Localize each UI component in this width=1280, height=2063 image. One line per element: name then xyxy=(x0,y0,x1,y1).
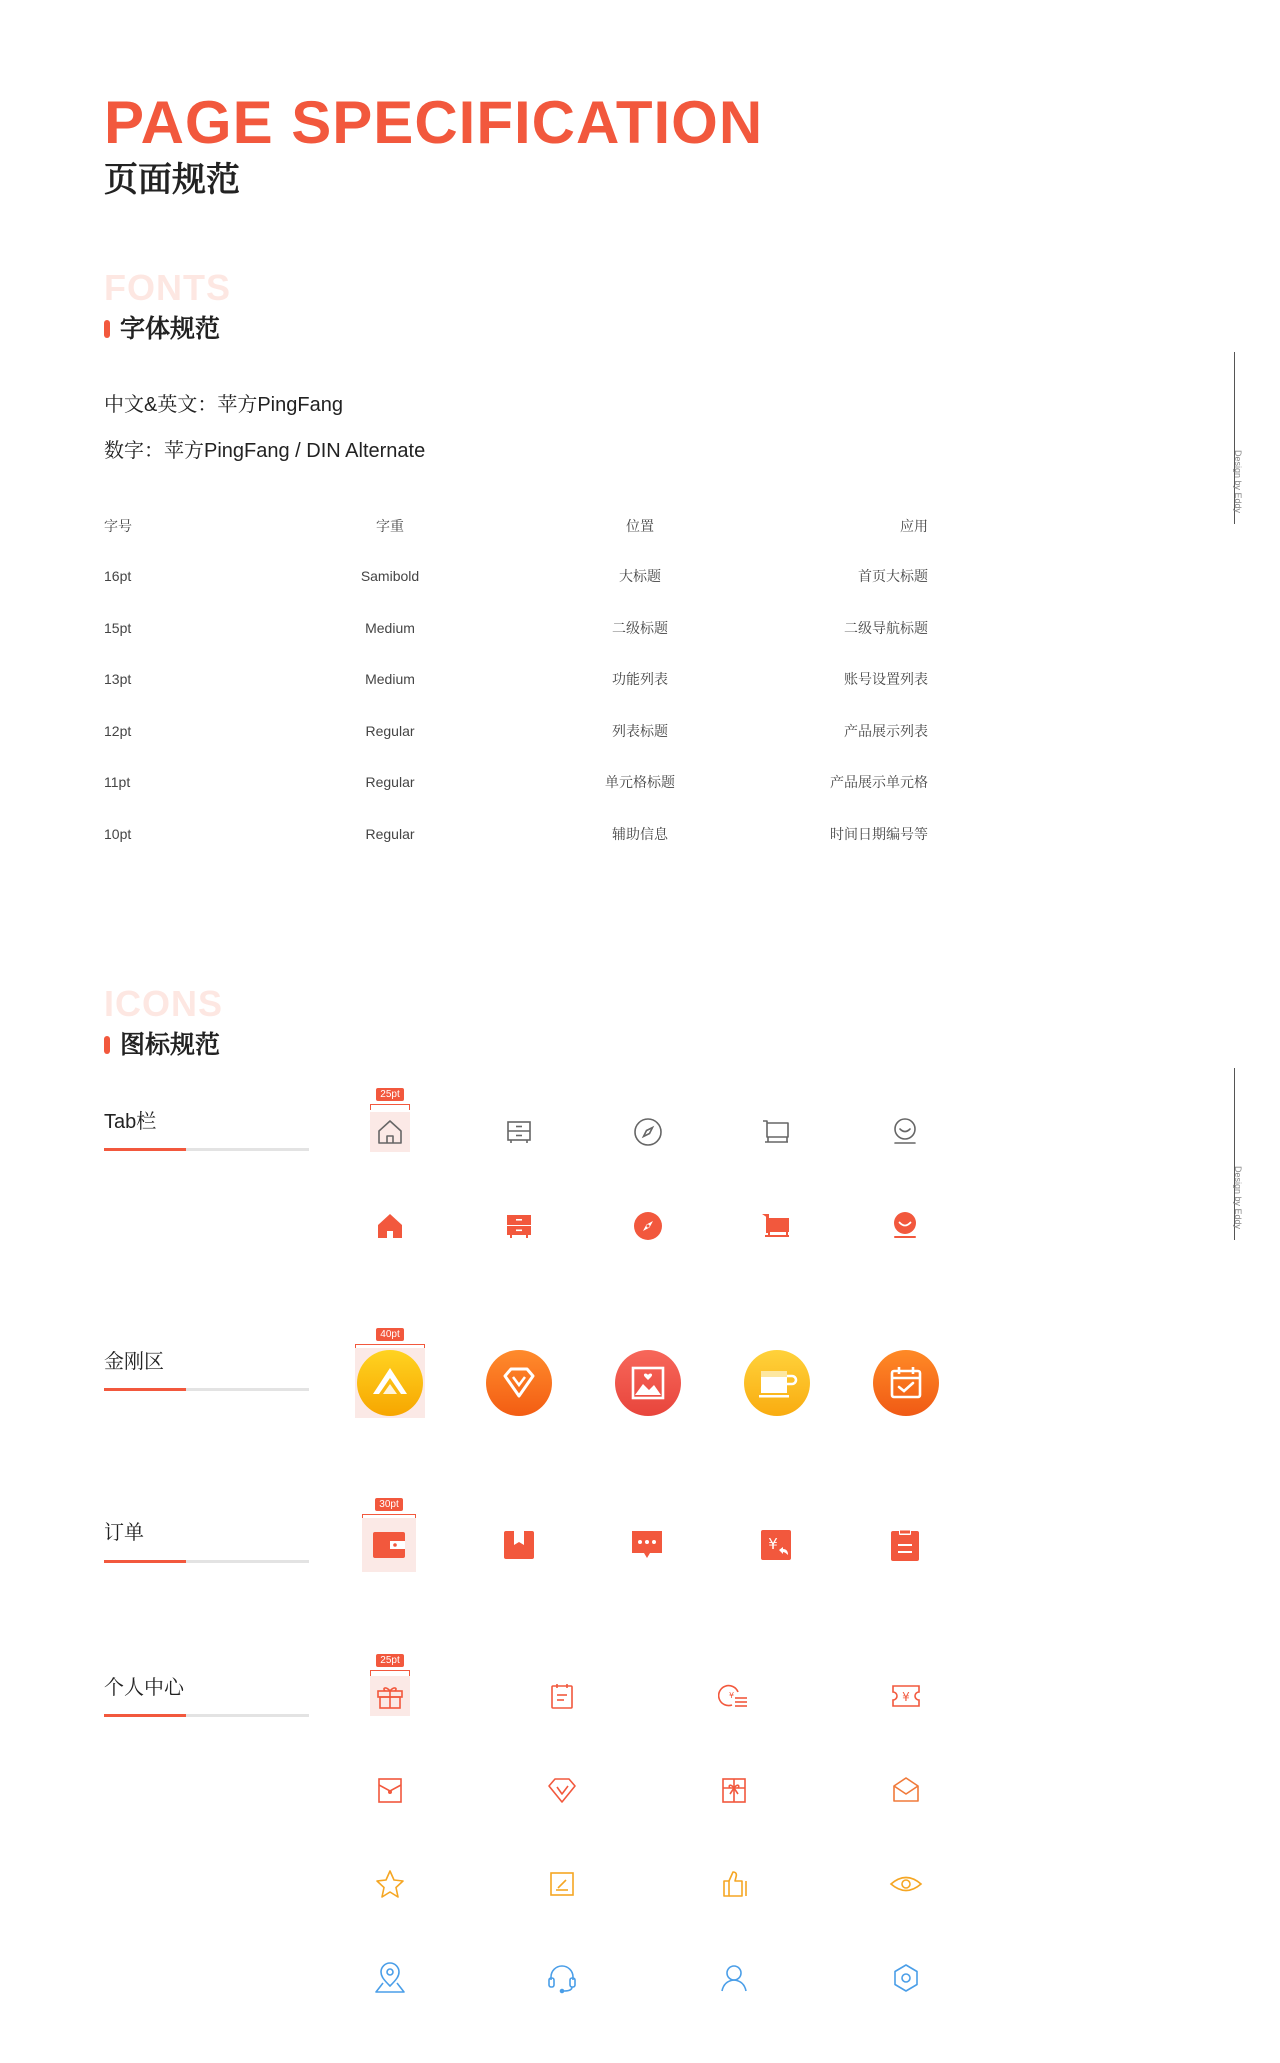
diamond-icon[interactable] xyxy=(484,1348,554,1418)
cabinet-filled-icon xyxy=(489,1196,549,1256)
font-usage-cell: 时间日期编号等 xyxy=(830,825,928,842)
home-icon xyxy=(360,1102,420,1162)
cart-icon xyxy=(746,1102,806,1162)
icons-bg-label: ICONS xyxy=(104,983,224,1024)
compass-filled-icon xyxy=(618,1196,678,1256)
font-weight-cell: Regular xyxy=(365,722,415,739)
image-icon[interactable] xyxy=(613,1348,683,1418)
font-weight-cell: Regular xyxy=(365,774,415,790)
category-label-kingkong: 金刚区 xyxy=(104,1351,164,1373)
coffee-icon[interactable] xyxy=(742,1348,812,1418)
page-title-cn: 页面规范 xyxy=(104,161,240,199)
page-title-en: PAGE SPECIFICATION xyxy=(104,89,764,156)
category-underline xyxy=(104,1560,309,1563)
font-usage-cell: 账号设置列表 xyxy=(844,671,928,687)
mountain-icon[interactable] xyxy=(355,1348,425,1418)
font-position-cell: 列表标题 xyxy=(612,722,668,739)
table-header-usage: 应用 xyxy=(900,518,928,534)
thumbs-up-icon xyxy=(704,1854,764,1914)
edit-icon xyxy=(532,1854,592,1914)
side-credit-2: Design by Eddy xyxy=(1233,1166,1243,1230)
eye-icon xyxy=(876,1854,936,1914)
font-position-cell: 大标题 xyxy=(619,568,661,584)
font-size-cell: 16pt xyxy=(104,568,132,584)
profile-icon xyxy=(875,1102,935,1162)
svg-text:¥: ¥ xyxy=(902,1690,910,1704)
font-size-cell: 11pt xyxy=(104,774,131,790)
star-icon xyxy=(360,1854,420,1914)
diamond-outline-icon xyxy=(532,1760,592,1820)
font-weight-cell: Medium xyxy=(365,619,415,636)
yuan-ticket-icon xyxy=(876,1666,936,1726)
message-icon xyxy=(617,1515,677,1575)
svg-text:¥: ¥ xyxy=(729,1691,735,1700)
font-position-cell: 单元格标题 xyxy=(605,774,675,790)
size-badge-order: 30pt xyxy=(362,1494,416,1520)
font-usage-cell: 产品展示单元格 xyxy=(830,774,928,790)
font-position-cell: 辅助信息 xyxy=(612,825,668,842)
font-size-cell: 10pt xyxy=(104,825,132,842)
font-weight-cell: Medium xyxy=(365,671,415,687)
mail-icon xyxy=(876,1760,936,1820)
headset-icon xyxy=(532,1948,592,2008)
fonts-heading: 字体规范 xyxy=(104,314,220,344)
font-size-cell: 13pt xyxy=(104,671,132,687)
yuan-refund-icon xyxy=(746,1515,806,1575)
category-label-personal: 个人中心 xyxy=(104,1677,184,1699)
cabinet-icon xyxy=(489,1102,549,1162)
svg-text:¥: ¥ xyxy=(768,1535,778,1553)
compass-icon xyxy=(618,1102,678,1162)
size-badge-tabbar: 25pt xyxy=(370,1084,410,1110)
side-credit-1: Design by Eddy xyxy=(1233,450,1243,514)
envelope-icon xyxy=(360,1760,420,1820)
font-usage-cell: 产品展示列表 xyxy=(844,722,928,739)
category-underline xyxy=(104,1148,309,1151)
category-label-tabbar: Tab栏 xyxy=(104,1111,157,1133)
table-header-size: 字号 xyxy=(104,518,132,534)
category-label-order: 订单 xyxy=(104,1522,144,1544)
category-underline xyxy=(104,1714,309,1717)
wallet-icon xyxy=(359,1515,419,1575)
font-weight-cell: Regular xyxy=(365,825,415,842)
font-position-cell: 二级标题 xyxy=(612,619,668,636)
font-digits-line: 数字：苹方PingFang / DIN Alternate xyxy=(104,440,426,462)
cart-filled-icon xyxy=(746,1196,806,1256)
settings-icon xyxy=(876,1948,936,2008)
font-weight-cell: Samibold xyxy=(360,568,420,584)
category-underline xyxy=(104,1388,309,1391)
home-filled-icon xyxy=(360,1196,420,1256)
location-icon xyxy=(360,1948,420,2008)
gift-box-icon xyxy=(704,1760,764,1820)
icons-heading: 图标规范 xyxy=(104,1030,220,1060)
font-size-cell: 15pt xyxy=(104,619,132,636)
profile-filled-icon xyxy=(875,1196,935,1256)
clipboard-icon xyxy=(875,1515,935,1575)
font-usage-cell: 首页大标题 xyxy=(858,568,928,584)
font-size-cell: 12pt xyxy=(104,722,132,739)
notepad-icon xyxy=(532,1666,592,1726)
user-icon xyxy=(704,1948,764,2008)
font-usage-cell: 二级导航标题 xyxy=(844,619,928,636)
font-position-cell: 功能列表 xyxy=(612,671,668,687)
fonts-bg-label: FONTS xyxy=(104,267,231,308)
coins-icon xyxy=(704,1666,764,1726)
size-badge-kingkong: 40pt xyxy=(355,1324,425,1350)
gift-icon xyxy=(360,1666,420,1726)
font-cn-en-line: 中文&英文：苹方PingFang xyxy=(104,394,343,416)
bookmark-icon xyxy=(489,1515,549,1575)
calendar-check-icon[interactable] xyxy=(871,1348,941,1418)
size-badge-personal: 25pt xyxy=(370,1650,410,1676)
